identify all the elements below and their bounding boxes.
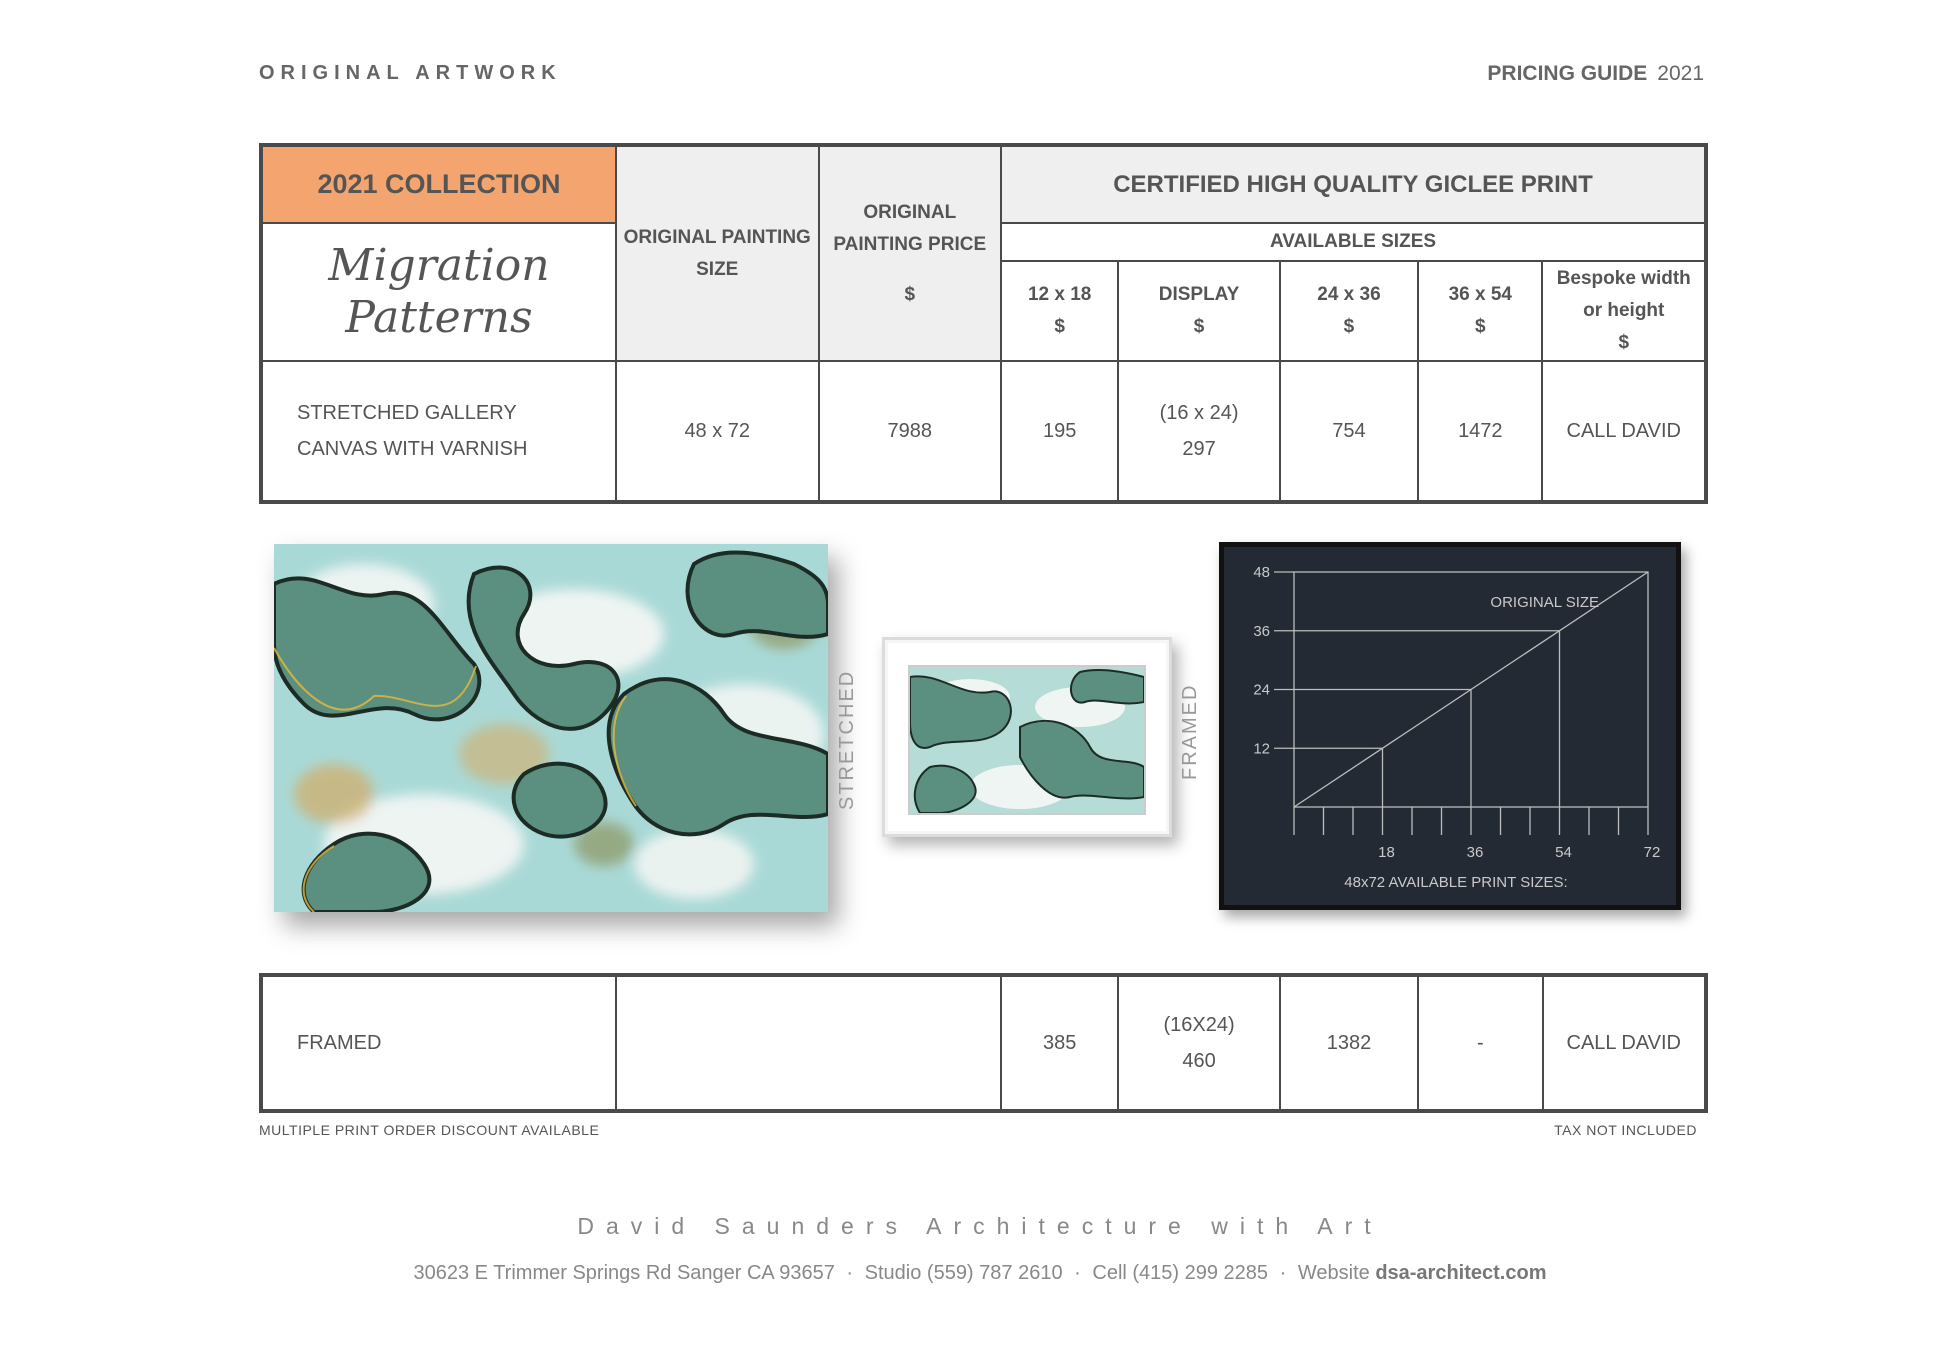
footer-separator: · bbox=[1279, 1262, 1287, 1284]
stretched-label: STRETCHED bbox=[836, 669, 858, 810]
col-price-line1: ORIGINAL bbox=[863, 201, 957, 223]
y-tick-label: 12 bbox=[1253, 740, 1270, 758]
footer-separator: · bbox=[846, 1262, 854, 1284]
size-label: DISPLAY bbox=[1158, 284, 1240, 305]
size-label-line1: Bespoke width bbox=[1556, 268, 1691, 289]
y-tick-label: 36 bbox=[1253, 622, 1270, 640]
size-header-bespoke bbox=[1542, 261, 1706, 361]
framed-pricing-table bbox=[259, 973, 1708, 1113]
row-label-framed: FRAMED bbox=[261, 975, 616, 1111]
giclee-header: CERTIFIED HIGH QUALITY GICLEE PRINT bbox=[1001, 145, 1706, 223]
x-tick-label: 18 bbox=[1378, 844, 1395, 861]
table-row-stretched bbox=[261, 361, 1706, 502]
col-size-line1: ORIGINAL PAINTING bbox=[623, 226, 811, 248]
cell-framed-12x18: 385 bbox=[1001, 975, 1118, 1111]
x-tick-label: 36 bbox=[1466, 844, 1484, 861]
footer-company-name: David Saunders Architecture with Art bbox=[577, 1213, 1383, 1239]
y-tick-label: 24 bbox=[1253, 681, 1270, 699]
size-label: 36 x 54 bbox=[1448, 284, 1513, 305]
row-label-stretched bbox=[261, 361, 616, 502]
size-currency: $ bbox=[1475, 316, 1486, 337]
y-tick-label: 48 bbox=[1253, 564, 1270, 581]
row-label-line1: STRETCHED GALLERY bbox=[297, 402, 517, 424]
header-original-artwork: ORIGINAL ARTWORK bbox=[259, 62, 562, 84]
framed-label: FRAMED bbox=[1179, 683, 1201, 780]
print-size-diagram bbox=[1224, 547, 1676, 905]
size-header-12x18 bbox=[1001, 261, 1118, 361]
chart-caption: 48x72 AVAILABLE PRINT SIZES: bbox=[1344, 874, 1568, 891]
header-pricing-guide bbox=[1487, 62, 1704, 86]
size-currency: $ bbox=[1054, 316, 1065, 337]
pricing-guide-year: 2021 bbox=[1657, 62, 1704, 85]
footer-address: 30623 E Trimmer Springs Rd Sanger CA 93657 bbox=[413, 1262, 835, 1284]
cell-original-size: 48 x 72 bbox=[616, 361, 819, 502]
abstract-painting-small bbox=[910, 667, 1144, 813]
abstract-painting bbox=[274, 544, 828, 912]
size-header-display bbox=[1118, 261, 1279, 361]
col-original-price-header bbox=[819, 145, 1002, 361]
print-size-chart bbox=[1219, 542, 1681, 910]
footer-website-link[interactable]: dsa-architect.com bbox=[1375, 1262, 1547, 1284]
display-size: (16X24) bbox=[1163, 1014, 1235, 1036]
collection-title bbox=[261, 223, 616, 361]
cell-framed-24x36: 1382 bbox=[1280, 975, 1418, 1111]
size-label: 12 x 18 bbox=[1027, 284, 1092, 305]
footer-cell-phone: Cell (415) 299 2285 bbox=[1092, 1262, 1269, 1284]
cell-empty bbox=[616, 975, 1001, 1111]
cell-price-12x18: 195 bbox=[1001, 361, 1118, 502]
original-size-label: ORIGINAL SIZE bbox=[1490, 594, 1600, 611]
footer-contact bbox=[0, 1262, 1960, 1285]
discount-note: MULTIPLE PRINT ORDER DISCOUNT AVAILABLE bbox=[259, 1122, 600, 1138]
size-header-24x36 bbox=[1280, 261, 1418, 361]
pricing-table bbox=[259, 143, 1708, 504]
cell-framed-bespoke: CALL DAVID bbox=[1543, 975, 1707, 1111]
cell-framed-display bbox=[1118, 975, 1279, 1111]
col-size-line2: SIZE bbox=[696, 258, 739, 280]
cell-price-24x36: 754 bbox=[1280, 361, 1418, 502]
size-label-line2: or height bbox=[1583, 300, 1665, 321]
x-tick-label: 72 bbox=[1643, 844, 1661, 861]
collection-cell: 2021 COLLECTION bbox=[261, 145, 616, 223]
title-line1: Migration bbox=[328, 240, 550, 291]
x-tick-label: 54 bbox=[1555, 844, 1572, 861]
row-label-line2: CANVAS WITH VARNISH bbox=[297, 438, 528, 460]
pricing-guide-label: PRICING GUIDE bbox=[1487, 62, 1648, 85]
available-sizes-header: AVAILABLE SIZES bbox=[1001, 223, 1706, 261]
size-header-36x54 bbox=[1418, 261, 1542, 361]
display-price: 297 bbox=[1182, 438, 1216, 460]
cell-original-price: 7988 bbox=[819, 361, 1002, 502]
footer-website-label: Website bbox=[1297, 1262, 1370, 1284]
size-currency: $ bbox=[1343, 316, 1355, 337]
cell-framed-36x54: - bbox=[1418, 975, 1542, 1111]
display-size: (16 x 24) bbox=[1159, 402, 1239, 424]
footer-studio-phone: Studio (559) 787 2610 bbox=[864, 1262, 1063, 1284]
framed-artwork-image bbox=[908, 665, 1146, 815]
display-price: 460 bbox=[1182, 1050, 1216, 1072]
cell-price-36x54: 1472 bbox=[1418, 361, 1542, 502]
framed-artwork bbox=[882, 637, 1172, 837]
col-price-currency: $ bbox=[904, 283, 916, 305]
size-currency: $ bbox=[1193, 316, 1205, 337]
cell-price-display bbox=[1118, 361, 1279, 502]
col-original-size-header bbox=[616, 145, 819, 361]
size-currency: $ bbox=[1618, 332, 1630, 353]
table-row-framed bbox=[261, 975, 1706, 1111]
tax-note: TAX NOT INCLUDED bbox=[1554, 1122, 1697, 1138]
stretched-artwork-image bbox=[274, 544, 828, 912]
cell-bespoke: CALL DAVID bbox=[1542, 361, 1706, 502]
footer-separator: · bbox=[1074, 1262, 1081, 1284]
size-label: 24 x 36 bbox=[1317, 284, 1381, 305]
col-price-line2: PAINTING PRICE bbox=[833, 233, 987, 255]
title-line2: Patterns bbox=[345, 292, 533, 343]
